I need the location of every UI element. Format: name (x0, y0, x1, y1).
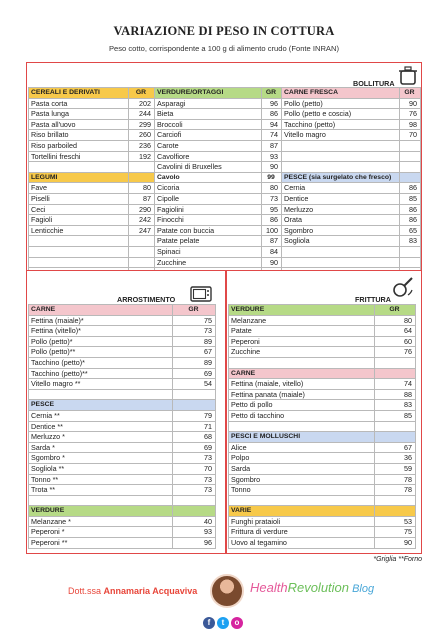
frittura-panel (226, 270, 422, 554)
food-cell: Tonno (229, 485, 375, 496)
weight-cell: 86 (262, 215, 282, 226)
weight-cell: 69 (173, 368, 216, 379)
table-row (29, 109, 421, 120)
weight-cell: 90 (262, 162, 282, 173)
food-cell: Cernia (282, 183, 400, 194)
section-header-cell: CARNE FRESCA (282, 88, 400, 99)
weight-cell: 99 (262, 172, 282, 183)
food-cell: Broccoli (155, 119, 262, 130)
table-row (229, 474, 416, 485)
table-row (29, 379, 216, 390)
weight-cell: 86 (400, 204, 421, 215)
weight-cell (375, 421, 416, 432)
weight-cell: 80 (129, 183, 155, 194)
food-cell (29, 236, 129, 247)
table-row (229, 485, 416, 496)
food-cell (282, 257, 400, 268)
weight-cell: 73 (173, 326, 216, 337)
food-cell: Frittura di verdure (229, 527, 375, 538)
weight-cell: 244 (129, 109, 155, 120)
food-cell: Pasta corta (29, 98, 129, 109)
food-cell: Cipolle (155, 193, 262, 204)
table-row (29, 98, 421, 109)
frittura-table (228, 304, 416, 549)
food-cell (29, 257, 129, 268)
table-row (229, 336, 416, 347)
weight-cell: 94 (262, 119, 282, 130)
table-row (29, 140, 421, 151)
weight-cell (400, 140, 421, 151)
section-header-cell: PESCI E MOLLUSCHI (229, 432, 375, 443)
weight-cell (129, 236, 155, 247)
weight-cell: 260 (129, 130, 155, 141)
section-header-cell: GR (262, 88, 282, 99)
food-cell: Sgombro * (29, 453, 173, 464)
weight-cell: 74 (375, 379, 416, 390)
weight-cell: 78 (375, 485, 416, 496)
weight-cell: 65 (400, 225, 421, 236)
weight-cell: 89 (173, 336, 216, 347)
table-row (29, 368, 216, 379)
weight-cell: 236 (129, 140, 155, 151)
food-cell: Sarda * (29, 442, 173, 453)
food-cell (29, 162, 129, 173)
section-header-cell: VERDURE (229, 305, 375, 316)
section-header-row (229, 368, 416, 379)
weight-cell: 202 (129, 98, 155, 109)
table-row (229, 379, 416, 390)
weight-cell: 299 (129, 119, 155, 130)
weight-cell: 100 (262, 225, 282, 236)
weight-cell: 93 (262, 151, 282, 162)
table-row (229, 453, 416, 464)
author-avatar (210, 574, 244, 608)
table-row (29, 130, 421, 141)
table-row (29, 246, 421, 257)
weight-cell: 67 (173, 347, 216, 358)
table-row (229, 410, 416, 421)
food-cell: Sgombro (229, 474, 375, 485)
table-row (29, 516, 216, 527)
table-row (29, 119, 421, 130)
section-header-row (29, 400, 216, 411)
food-cell: Cicoria (155, 183, 262, 194)
weight-cell: 69 (173, 442, 216, 453)
table-row (29, 326, 216, 337)
food-cell: Dentice ** (29, 421, 173, 432)
food-cell: Sgombro (282, 225, 400, 236)
food-cell: Tacchino (petto) (282, 119, 400, 130)
table-row (29, 421, 216, 432)
weight-cell: 86 (400, 215, 421, 226)
table-row (29, 442, 216, 453)
food-cell: Peperoni ** (29, 538, 173, 549)
weight-cell: 64 (375, 326, 416, 337)
section-header-cell: CEREALI E DERIVATI (29, 88, 129, 99)
table-row (229, 527, 416, 538)
food-cell: Carciofi (155, 130, 262, 141)
weight-cell: 86 (262, 109, 282, 120)
food-cell: Dentice (282, 193, 400, 204)
food-cell (282, 151, 400, 162)
weight-cell: 290 (129, 204, 155, 215)
table-row (29, 527, 216, 538)
section-header-cell (129, 172, 155, 183)
food-cell (282, 162, 400, 173)
table-row (29, 347, 216, 358)
table-row (29, 432, 216, 443)
table-row (29, 172, 421, 183)
food-cell (229, 357, 375, 368)
table-row (29, 315, 216, 326)
section-header-cell: GR (173, 305, 216, 316)
food-cell: Bieta (155, 109, 262, 120)
weight-cell: 67 (375, 442, 416, 453)
food-cell: Vitello magro (282, 130, 400, 141)
table-row (29, 162, 421, 173)
table-row (29, 151, 421, 162)
food-cell (29, 495, 173, 506)
table-row (229, 357, 416, 368)
food-cell (229, 495, 375, 506)
food-cell: Merluzzo (282, 204, 400, 215)
food-cell: Sogliola (282, 236, 400, 247)
section-header-row (29, 305, 216, 316)
weight-cell: 86 (400, 183, 421, 194)
section-header-row (229, 432, 416, 443)
food-cell: Cavolo (155, 172, 262, 183)
weight-cell: 90 (262, 257, 282, 268)
food-cell: Cavolfiore (155, 151, 262, 162)
food-cell: Tacchino (petto)** (29, 368, 173, 379)
weight-cell: 93 (173, 527, 216, 538)
table-row (29, 410, 216, 421)
food-cell: Finocchi (155, 215, 262, 226)
food-cell (282, 140, 400, 151)
food-cell: Uovo al tegamino (229, 538, 375, 549)
table-row (29, 495, 216, 506)
arrostimento-label: ARROSTIMENTO (117, 295, 176, 304)
section-header-cell: PESCE (29, 400, 173, 411)
table-row (229, 538, 416, 549)
food-cell: Alice (229, 442, 375, 453)
food-cell (229, 421, 375, 432)
table-row (229, 326, 416, 337)
weight-cell: 79 (173, 410, 216, 421)
weight-cell: 98 (400, 119, 421, 130)
weight-cell: 90 (375, 538, 416, 549)
section-header-cell (375, 506, 416, 517)
table-row (29, 453, 216, 464)
table-row (229, 463, 416, 474)
weight-cell (400, 257, 421, 268)
food-cell: Petto di pollo (229, 400, 375, 411)
weight-cell: 83 (375, 400, 416, 411)
weight-cell: 247 (129, 225, 155, 236)
weight-cell: 76 (375, 347, 416, 358)
table-row (229, 442, 416, 453)
weight-cell: 89 (173, 357, 216, 368)
food-cell: Trota ** (29, 485, 173, 496)
food-cell: Lenticchie (29, 225, 129, 236)
food-cell: Pollo (petto)** (29, 347, 173, 358)
section-header-cell: GR (375, 305, 416, 316)
page-subtitle: Peso cotto, corrispondente a 100 g di alimento crudo (Fonte INRAN) (108, 44, 340, 53)
food-cell: Patate pelate (155, 236, 262, 247)
weight-cell: 95 (262, 204, 282, 215)
weight-cell: 87 (262, 140, 282, 151)
food-cell: Pollo (petto)* (29, 336, 173, 347)
weight-cell: 53 (375, 516, 416, 527)
table-row (29, 88, 421, 99)
food-cell: Fettina (maiale)* (29, 315, 173, 326)
weight-cell (129, 246, 155, 257)
weight-cell: 90 (400, 98, 421, 109)
food-cell: Melanzane * (29, 516, 173, 527)
weight-cell: 88 (375, 389, 416, 400)
weight-cell: 73 (173, 453, 216, 464)
food-cell: Polpo (229, 453, 375, 464)
food-cell: Zucchine (155, 257, 262, 268)
food-cell: Cernia ** (29, 410, 173, 421)
table-row (229, 400, 416, 411)
table-row (29, 538, 216, 549)
food-cell: Riso parboiled (29, 140, 129, 151)
table-row (29, 357, 216, 368)
food-cell: Tacchino (petto)* (29, 357, 173, 368)
instagram-icon[interactable]: o (231, 617, 243, 629)
table-row (29, 474, 216, 485)
weight-cell: 71 (173, 421, 216, 432)
table-row (229, 421, 416, 432)
food-cell (29, 246, 129, 257)
table-row (229, 516, 416, 527)
food-cell: Orata (282, 215, 400, 226)
food-cell: Pollo (petto) (282, 98, 400, 109)
section-header-cell: PESCE (sia surgelato che fresco) (282, 172, 400, 183)
section-header-row (229, 506, 416, 517)
weight-cell (129, 257, 155, 268)
weight-cell: 84 (262, 246, 282, 257)
table-row (229, 389, 416, 400)
bollitura-label: BOLLITURA (353, 79, 395, 88)
weight-cell: 75 (375, 527, 416, 538)
food-cell: Fagioli (29, 215, 129, 226)
table-row (29, 225, 421, 236)
weight-cell (375, 357, 416, 368)
food-cell: Fettina (vitello)* (29, 326, 173, 337)
weight-cell: 73 (173, 485, 216, 496)
food-cell: Peperoni (229, 336, 375, 347)
food-cell: Vitello magro ** (29, 379, 173, 390)
food-cell: Patate (229, 326, 375, 337)
doctor-name: Dott.ssa Annamaria Acquaviva (68, 586, 198, 596)
weight-cell (400, 162, 421, 173)
food-cell: Merluzzo * (29, 432, 173, 443)
method-legend: *Griglia **Forno (373, 556, 422, 563)
food-cell: Spinaci (155, 246, 262, 257)
weight-cell: 85 (375, 410, 416, 421)
food-cell: Tonno ** (29, 474, 173, 485)
food-cell: Pasta lunga (29, 109, 129, 120)
food-cell: Asparagi (155, 98, 262, 109)
weight-cell: 70 (173, 463, 216, 474)
food-cell: Piselli (29, 193, 129, 204)
weight-cell: 59 (375, 463, 416, 474)
table-row (29, 215, 421, 226)
frying-pan-icon (391, 275, 415, 304)
food-cell: Cavolini di Bruxelles (155, 162, 262, 173)
food-cell: Pollo (petto e coscia) (282, 109, 400, 120)
weight-cell: 70 (400, 130, 421, 141)
food-cell: Ceci (29, 204, 129, 215)
section-header-cell: VERDURE/ORTAGGI (155, 88, 262, 99)
section-header-cell (375, 368, 416, 379)
bollitura-panel (26, 62, 422, 276)
weight-cell: 54 (173, 379, 216, 390)
table-row (229, 347, 416, 358)
section-header-cell: GR (400, 88, 421, 99)
table-row (29, 257, 421, 268)
weight-cell: 60 (375, 336, 416, 347)
bollitura-table (28, 87, 421, 279)
weight-cell: 75 (173, 315, 216, 326)
table-row (229, 495, 416, 506)
weight-cell: 74 (262, 130, 282, 141)
weight-cell: 80 (375, 315, 416, 326)
food-cell: Pasta all'uovo (29, 119, 129, 130)
section-header-cell: CARNE (29, 305, 173, 316)
weight-cell: 85 (400, 193, 421, 204)
food-cell: Zucchine (229, 347, 375, 358)
section-header-cell: CARNE (229, 368, 375, 379)
weight-cell: 68 (173, 432, 216, 443)
twitter-icon[interactable]: t (217, 617, 229, 629)
table-row (29, 463, 216, 474)
table-row (29, 236, 421, 247)
section-header-cell: VARIE (229, 506, 375, 517)
weight-cell: 242 (129, 215, 155, 226)
section-header-cell (375, 432, 416, 443)
food-cell: Funghi prataioli (229, 516, 375, 527)
food-cell: Fave (29, 183, 129, 194)
food-cell: Fettina (maiale, vitello) (229, 379, 375, 390)
food-cell: Fettina panata (maiale) (229, 389, 375, 400)
weight-cell: 78 (375, 474, 416, 485)
section-header-cell: VERDURE (29, 506, 173, 517)
table-row (29, 204, 421, 215)
weight-cell: 40 (173, 516, 216, 527)
food-cell: Tortellini freschi (29, 151, 129, 162)
section-header-cell: GR (129, 88, 155, 99)
weight-cell: 87 (129, 193, 155, 204)
frittura-label: FRITTURA (355, 295, 391, 304)
table-row (29, 389, 216, 400)
weight-cell: 83 (400, 236, 421, 247)
facebook-icon[interactable]: f (203, 617, 215, 629)
weight-cell: 192 (129, 151, 155, 162)
section-header-cell (173, 400, 216, 411)
table-row (29, 485, 216, 496)
weight-cell: 73 (262, 193, 282, 204)
weight-cell (173, 495, 216, 506)
section-header-cell (400, 172, 421, 183)
section-header-row (29, 506, 216, 517)
weight-cell (173, 389, 216, 400)
weight-cell: 36 (375, 453, 416, 464)
weight-cell (129, 162, 155, 173)
table-row (29, 336, 216, 347)
food-cell (29, 389, 173, 400)
page-title: VARIAZIONE DI PESO IN COTTURA (113, 24, 335, 38)
food-cell: Peperoni * (29, 527, 173, 538)
food-cell: Riso brillato (29, 130, 129, 141)
food-cell: Carote (155, 140, 262, 151)
weight-cell (400, 151, 421, 162)
weight-cell (400, 246, 421, 257)
food-cell: Sogliola ** (29, 463, 173, 474)
table-row (29, 183, 421, 194)
weight-cell: 87 (262, 236, 282, 247)
weight-cell: 76 (400, 109, 421, 120)
food-cell: Melanzane (229, 315, 375, 326)
weight-cell: 73 (173, 474, 216, 485)
food-cell: Petto di tacchino (229, 410, 375, 421)
weight-cell (375, 495, 416, 506)
table-row (229, 315, 416, 326)
brand-logo[interactable]: HealthRevolution Blog (250, 580, 375, 595)
arrostimento-table (28, 304, 216, 549)
weight-cell: 96 (173, 538, 216, 549)
weight-cell: 96 (262, 98, 282, 109)
table-row (29, 193, 421, 204)
weight-cell: 80 (262, 183, 282, 194)
section-header-cell (173, 506, 216, 517)
section-header-row (229, 305, 416, 316)
food-cell: Patate con buccia (155, 225, 262, 236)
arrostimento-panel (26, 270, 226, 554)
food-cell: Fagiolini (155, 204, 262, 215)
food-cell (282, 246, 400, 257)
food-cell: Sarda (229, 463, 375, 474)
section-header-cell: LEGUMI (29, 172, 129, 183)
